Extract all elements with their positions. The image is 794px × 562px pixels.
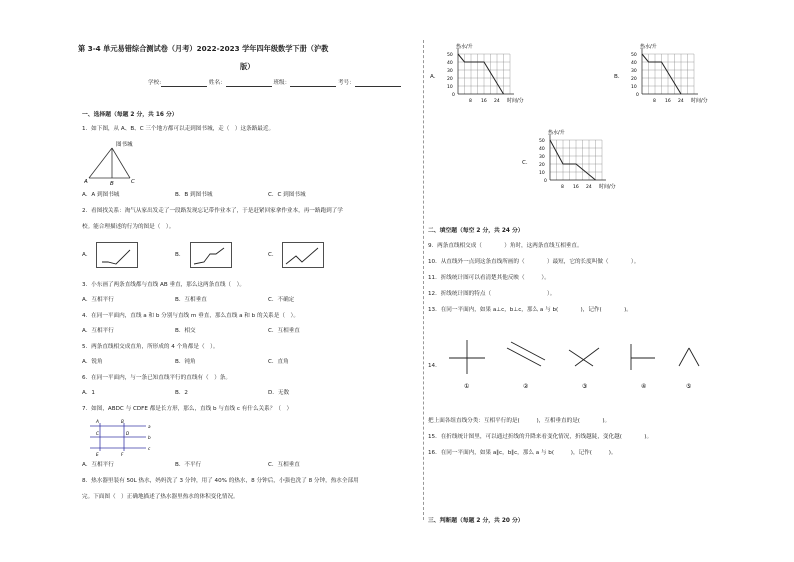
graph-a-xtick: 24 <box>494 99 500 104</box>
q1-fig-label: 图书城 <box>116 142 133 148</box>
q7-label-e-point: E <box>96 452 99 457</box>
q2-option-a[interactable]: A． <box>82 252 92 258</box>
graph-a-xtick: 16 <box>481 99 487 104</box>
graph-b-xtick: 8 <box>653 99 656 104</box>
graph-b-ytick: 30 <box>631 69 637 74</box>
q7-label-c-point: C <box>96 431 99 436</box>
graph-b-xtick: 24 <box>678 99 684 104</box>
q6-option-b[interactable]: B．2 <box>175 390 188 396</box>
graph-b-grid <box>642 54 694 94</box>
student-info-row <box>148 80 401 87</box>
q7-label-d-point: D <box>126 431 130 436</box>
q5-option-b[interactable]: B．钝角 <box>175 359 196 365</box>
graph-option-a-label[interactable]: A． <box>430 74 440 80</box>
q1-option-c[interactable]: C．C 到图书城 <box>268 192 306 198</box>
q7-line-c: c <box>148 446 151 451</box>
column-divider <box>423 40 424 520</box>
q9-text: 9．两条直线相交成（ ）角时，这两条直线互相垂直。 <box>428 243 583 249</box>
graph-c-xtick: 16 <box>573 185 579 190</box>
section-judge-heading: 三、判断题（每题 2 分，共 20 分） <box>428 518 524 524</box>
page-title: 第 3-4 单元易错综合测试卷（月考）2022-2023 学年四年级数学下册（沪教 <box>78 44 329 53</box>
q1-fig-a: A <box>84 179 88 185</box>
graph-b-ytick: 20 <box>631 77 637 82</box>
q7-label-a-point: A <box>96 419 99 424</box>
q2-option-c[interactable]: C． <box>268 252 278 258</box>
graph-c-ytick: 40 <box>539 147 545 152</box>
q1-figure <box>84 138 144 186</box>
q5-option-c[interactable]: C．直角 <box>268 359 289 365</box>
graph-c-ytick: 50 <box>539 139 545 144</box>
graph-option-c-label[interactable]: C． <box>522 160 532 166</box>
graph-a-ytick: 0 <box>452 93 455 98</box>
section-fill-heading: 二、填空题（每空 2 分，共 24 分） <box>428 228 524 234</box>
q8-text-line2: 完。下面图（ ）正确地描述了热水器里热水的体积变化情况。 <box>82 494 239 500</box>
q14-label-4: ④ <box>641 383 647 390</box>
name-label: 姓名： <box>208 80 226 87</box>
graph-b <box>628 42 724 112</box>
q2-option-b[interactable]: B． <box>175 252 185 258</box>
graph-c-xlabel: 时间/分 <box>599 184 616 190</box>
section-choice-heading: 一、选择题（每题 2 分，共 16 分） <box>82 112 178 118</box>
q10-text: 10．从直线外一点到这条直线所画的（ ）最短，它的长度叫做（ ）。 <box>428 259 640 265</box>
graph-a-xlabel: 时间/分 <box>507 98 524 104</box>
graph-c-ytick: 0 <box>544 179 547 184</box>
q7-option-b[interactable]: B．不平行 <box>175 462 202 468</box>
graph-a-ytick: 30 <box>447 69 453 74</box>
graph-c-grid <box>550 140 602 180</box>
q6-option-a[interactable]: A．1 <box>82 390 95 396</box>
q3-option-c[interactable]: C．不确定 <box>268 297 295 303</box>
graph-a-ytick: 40 <box>447 61 453 66</box>
graph-c-ytick: 30 <box>539 155 545 160</box>
q3-option-b[interactable]: B．互相垂直 <box>175 297 207 303</box>
q5-text: 5．两条直线相交成直角，所形成的 4 个角都是（ ）。 <box>82 344 219 350</box>
class-label: 班级： <box>273 80 291 87</box>
q6-option-d[interactable]: D．无数 <box>268 390 290 396</box>
q2-graph-a <box>96 242 138 268</box>
exam-no-label: 考号： <box>338 80 355 87</box>
q1-option-b[interactable]: B．B 到图书城 <box>175 192 213 198</box>
graph-a <box>444 42 540 112</box>
q2-text-line1: 2．看图找关系：淘气从家出发走了一段路发现忘记带作业本了，于是赶紧回家拿作业本，再一路跑到了学 <box>82 208 343 214</box>
q7-label-f-point: F <box>121 452 124 457</box>
graph-a-ytick: 50 <box>447 53 453 58</box>
graph-option-b-label[interactable]: B． <box>614 74 624 80</box>
graph-b-xtick: 16 <box>665 99 671 104</box>
q7-line-b: b <box>148 435 151 440</box>
graph-a-ylabel: 热水/升 <box>456 44 473 50</box>
graph-a-ytick: 10 <box>447 85 453 90</box>
graph-c-ytick: 10 <box>539 171 545 176</box>
graph-b-ytick: 50 <box>631 53 637 58</box>
graph-b-ylabel: 热水/升 <box>640 44 657 50</box>
graph-c <box>536 128 632 198</box>
q7-label-b-point: B <box>121 419 124 424</box>
q13-text: 13．在同一平面内，如果 a⊥c，b⊥c，那么 a 与 b( )，记作( )。 <box>428 307 632 313</box>
graph-b-ytick: 10 <box>631 85 637 90</box>
q1-fig-c: C <box>131 179 135 185</box>
graph-a-grid <box>458 54 510 94</box>
q7-option-c[interactable]: C．互相垂直 <box>268 462 300 468</box>
graph-c-ytick: 20 <box>539 163 545 168</box>
q14-group-3 <box>569 348 599 366</box>
q4-option-c[interactable]: C．互相垂直 <box>268 328 300 334</box>
graph-b-ytick: 0 <box>636 93 639 98</box>
q2-graph-c <box>282 242 324 268</box>
graph-b-ytick: 40 <box>631 61 637 66</box>
q11-text: 11．折线统计图可以看清楚其他反映（ ）。 <box>428 275 550 281</box>
q7-figure <box>84 417 156 457</box>
page-title-continued: 版） <box>240 62 255 71</box>
q14-group-2 <box>507 342 545 366</box>
q14-label-1: ① <box>464 383 470 390</box>
q7-text: 7．如图，ABDC 与 CDFE 都是长方形，那么，直线 b 与直线 c 有什么关系？（ ） <box>82 406 293 412</box>
q14-number: 14． <box>428 363 441 369</box>
q4-option-a[interactable]: A．互相平行 <box>82 328 114 334</box>
graph-b-xlabel: 时间/分 <box>691 98 708 104</box>
q1-fig-b: B <box>110 181 114 186</box>
graph-c-xtick: 24 <box>586 185 592 190</box>
q14-line-groups <box>445 336 705 392</box>
q4-text: 4．在同一平面内，直线 a 和 b 分别与直线 m 垂直，那么直线 a 和 b 的关系是（ ）。 <box>82 313 299 319</box>
school-label: 学校: <box>148 80 162 87</box>
graph-c-ylabel: 热水/升 <box>548 130 565 136</box>
q6-text: 6．在同一平面内，与一条已知直线平行的直线有（ ）条。 <box>82 375 231 381</box>
q14-group-1 <box>449 340 485 374</box>
q14-group-4 <box>631 344 655 370</box>
q16-text: 16．在同一平面内，如果 a∥c，b∥c，那么 a 与 b( )，记作( )。 <box>428 450 617 456</box>
graph-a-xtick: 8 <box>469 99 472 104</box>
q14-label-5: ⑤ <box>686 383 692 390</box>
q4-option-b[interactable]: B．相交 <box>175 328 196 334</box>
q12-text: 12．折线统计图的特点（ ）。 <box>428 291 556 297</box>
q5-option-a[interactable]: A．锐角 <box>82 359 103 365</box>
q8-text-line1: 8．热水器里装有 50L 热水，妈妈洗了 3 分钟，用了 40% 的热水，8 分钟后，小强也洗了 8 分钟，热水全部用 <box>82 478 359 484</box>
q14-label-2: ② <box>523 383 529 390</box>
q7-option-a[interactable]: A．互相平行 <box>82 462 114 468</box>
q1-option-a[interactable]: A．A 到图书城 <box>82 192 120 198</box>
q3-text: 3．小东画了两条直线都与直线 AB 垂直，那么这两条直线（ ）。 <box>82 282 246 288</box>
q15-text: 15．在折线统计图里，可以通过折线的升降来看变化情况，折线越陡，变化越( )。 <box>428 434 653 440</box>
q14-label-3: ③ <box>582 383 588 390</box>
q14-group-5 <box>679 348 699 366</box>
q2-text-line2: 校。能合理描述的行为的图是（ ）。 <box>82 224 175 230</box>
q3-option-a[interactable]: A．互相平行 <box>82 297 114 303</box>
graph-c-xtick: 8 <box>561 185 564 190</box>
graph-a-ytick: 20 <box>447 77 453 82</box>
q1-text: 1．如下图，从 A、B、C 三个地方都可以走到图书城，走（ ）这条路最近。 <box>82 126 275 132</box>
q7-line-a: a <box>148 424 151 429</box>
q2-graph-b <box>190 242 232 268</box>
q14-classification-text: 把上面各组直线分类：互相平行的是( )，互相垂直的是( )。 <box>428 418 611 424</box>
